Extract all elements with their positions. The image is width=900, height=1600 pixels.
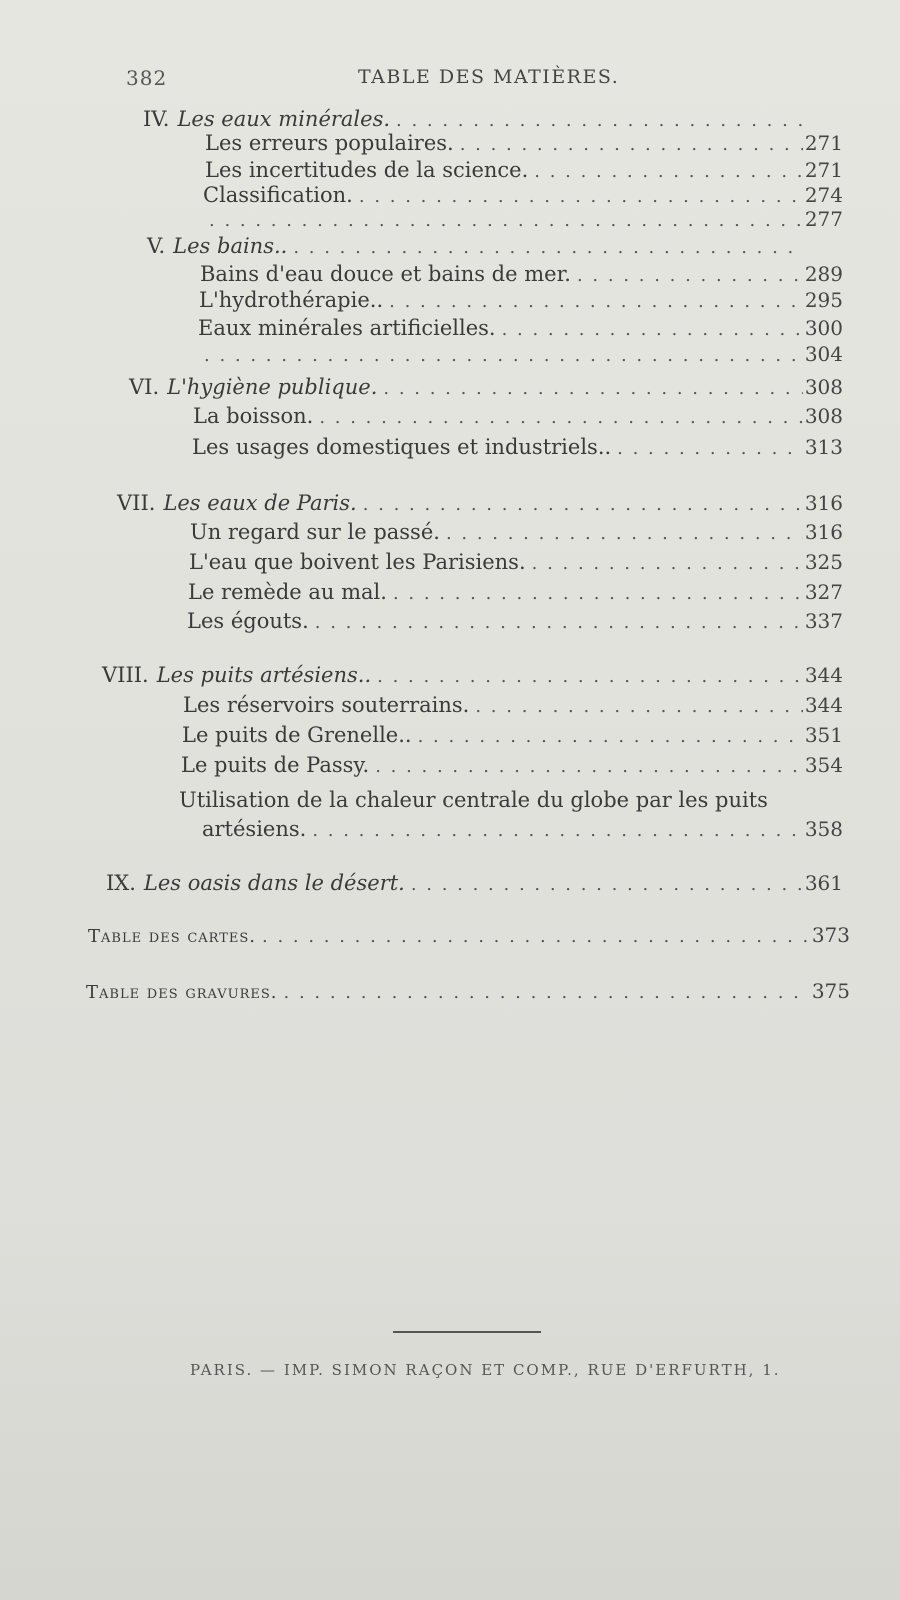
page-ref: 271: [804, 131, 843, 155]
running-title: TABLE DES MATIÈRES.: [358, 66, 620, 88]
entry-title: Un regard sur le passé.: [190, 520, 440, 544]
page-ref: 289: [804, 262, 843, 286]
toc-entry: [181, 750, 843, 780]
toc-entry: [179, 785, 843, 815]
entry-title: Table des cartes.: [88, 926, 257, 947]
toc-entry: [205, 128, 843, 158]
page-ref: 316: [804, 491, 843, 515]
dot-leader: [256, 922, 810, 952]
toc-chapter-v: [147, 231, 843, 261]
chapter-numeral: VI.: [129, 375, 160, 399]
dot-leader: [440, 519, 803, 549]
dot-leader: [526, 549, 803, 579]
chapter-title: L'hygiène publique.: [167, 375, 378, 399]
page-ref: 375: [811, 979, 850, 1003]
entry-title: Les usages domestiques et industriels..: [192, 435, 612, 459]
dot-leader: [405, 870, 803, 900]
entry-title: L'eau que boivent les Parisiens.: [189, 550, 526, 574]
toc-entry: [203, 204, 843, 234]
entry-title: Classification.: [203, 183, 353, 207]
entry-title: Les incertitudes de la science.: [205, 158, 529, 182]
page-ref: 351: [804, 723, 843, 747]
dot-leader: [313, 403, 803, 433]
entry-title: Les réservoirs souterrains.: [183, 693, 470, 717]
dot-leader: [412, 722, 803, 752]
toc-entry: [189, 547, 843, 577]
printer-imprint: PARIS. — IMP. SIMON RAÇON ET COMP., RUE D'ERFURTH, 1.: [190, 1361, 781, 1379]
page-ref: 308: [804, 404, 843, 428]
page-ref: 304: [804, 342, 843, 366]
entry-title: La boisson.: [193, 404, 314, 428]
entry-title: Les erreurs populaires.: [205, 131, 454, 155]
entry-title: Les égouts.: [187, 609, 309, 633]
chapter-title: Les eaux de Paris.: [163, 491, 357, 515]
page-ref: 271: [804, 158, 843, 182]
toc-table-des-cartes: [88, 920, 850, 950]
chapter-numeral: VIII.: [102, 663, 149, 687]
dot-leader: [387, 579, 803, 609]
page-ref: 361: [804, 871, 843, 895]
chapter-numeral: IV.: [143, 107, 170, 131]
toc-entry: [188, 577, 843, 607]
dot-leader: [611, 434, 803, 464]
chapter-numeral: VII.: [117, 491, 156, 515]
entry-title: Le puits de Passy.: [181, 753, 370, 777]
page-ref: 274: [804, 183, 843, 207]
entry-title: Le remède au mal.: [188, 580, 387, 604]
dot-leader: [369, 752, 803, 782]
chapter-numeral: V.: [147, 234, 166, 258]
dot-leader: [278, 978, 811, 1008]
page-ref: 295: [804, 288, 843, 312]
page-ref: 277: [804, 207, 843, 231]
page-ref: 300: [804, 316, 843, 340]
toc-chapter-vi: [129, 372, 843, 402]
page-ref: 316: [804, 520, 843, 544]
dot-leader: [469, 692, 803, 722]
toc-chapter-vii: [117, 488, 843, 518]
chapter-title: Les eaux minérales.: [177, 107, 391, 131]
page-ref: 344: [804, 663, 843, 687]
toc-entry: [183, 690, 843, 720]
dot-leader: [377, 374, 803, 404]
dot-leader: [357, 490, 803, 520]
toc-entry: [190, 517, 843, 547]
divider-rule: [393, 1331, 541, 1333]
chapter-title: Les puits artésiens..: [156, 663, 372, 687]
dot-leader: [309, 608, 803, 638]
page-ref: 373: [811, 923, 850, 947]
toc-chapter-ix: [106, 868, 843, 898]
chapter-numeral: IX.: [106, 871, 136, 895]
dot-leader: [371, 662, 803, 692]
toc-entry: [182, 720, 843, 750]
page-ref: 308: [804, 375, 843, 399]
entry-title: Eaux minérales artificielles.: [198, 316, 496, 340]
page-number: 382: [126, 66, 168, 90]
page-ref: 358: [804, 817, 843, 841]
chapter-title: Les bains..: [173, 234, 288, 258]
entry-title: L'hydrothérapie..: [199, 288, 384, 312]
toc-entry: [202, 814, 843, 844]
entry-title: artésiens.: [202, 817, 307, 841]
entry-title: Table des gravures.: [86, 982, 278, 1003]
toc-entry: [192, 432, 843, 462]
toc-table-des-gravures: [86, 976, 850, 1006]
page-ref: 337: [804, 609, 843, 633]
page-ref: 325: [804, 550, 843, 574]
chapter-title: Les oasis dans le désert.: [143, 871, 405, 895]
entry-title: Le puits de Grenelle..: [182, 723, 412, 747]
entry-title: Bains d'eau douce et bains de mer.: [200, 262, 571, 286]
dot-leader: [306, 816, 803, 846]
entry-title: Utilisation de la chaleur centrale du globe par les puits: [179, 788, 768, 812]
toc-entry: [199, 285, 843, 315]
toc-entry: [193, 401, 843, 431]
page-ref: 344: [804, 693, 843, 717]
toc-chapter-viii: [102, 660, 843, 690]
toc-entry: [187, 606, 843, 636]
dot-leader: [198, 341, 803, 371]
page-ref: 354: [804, 753, 843, 777]
page-ref: 313: [804, 435, 843, 459]
toc-entry: [198, 339, 843, 369]
page-ref: 327: [804, 580, 843, 604]
page-header: [0, 66, 900, 96]
